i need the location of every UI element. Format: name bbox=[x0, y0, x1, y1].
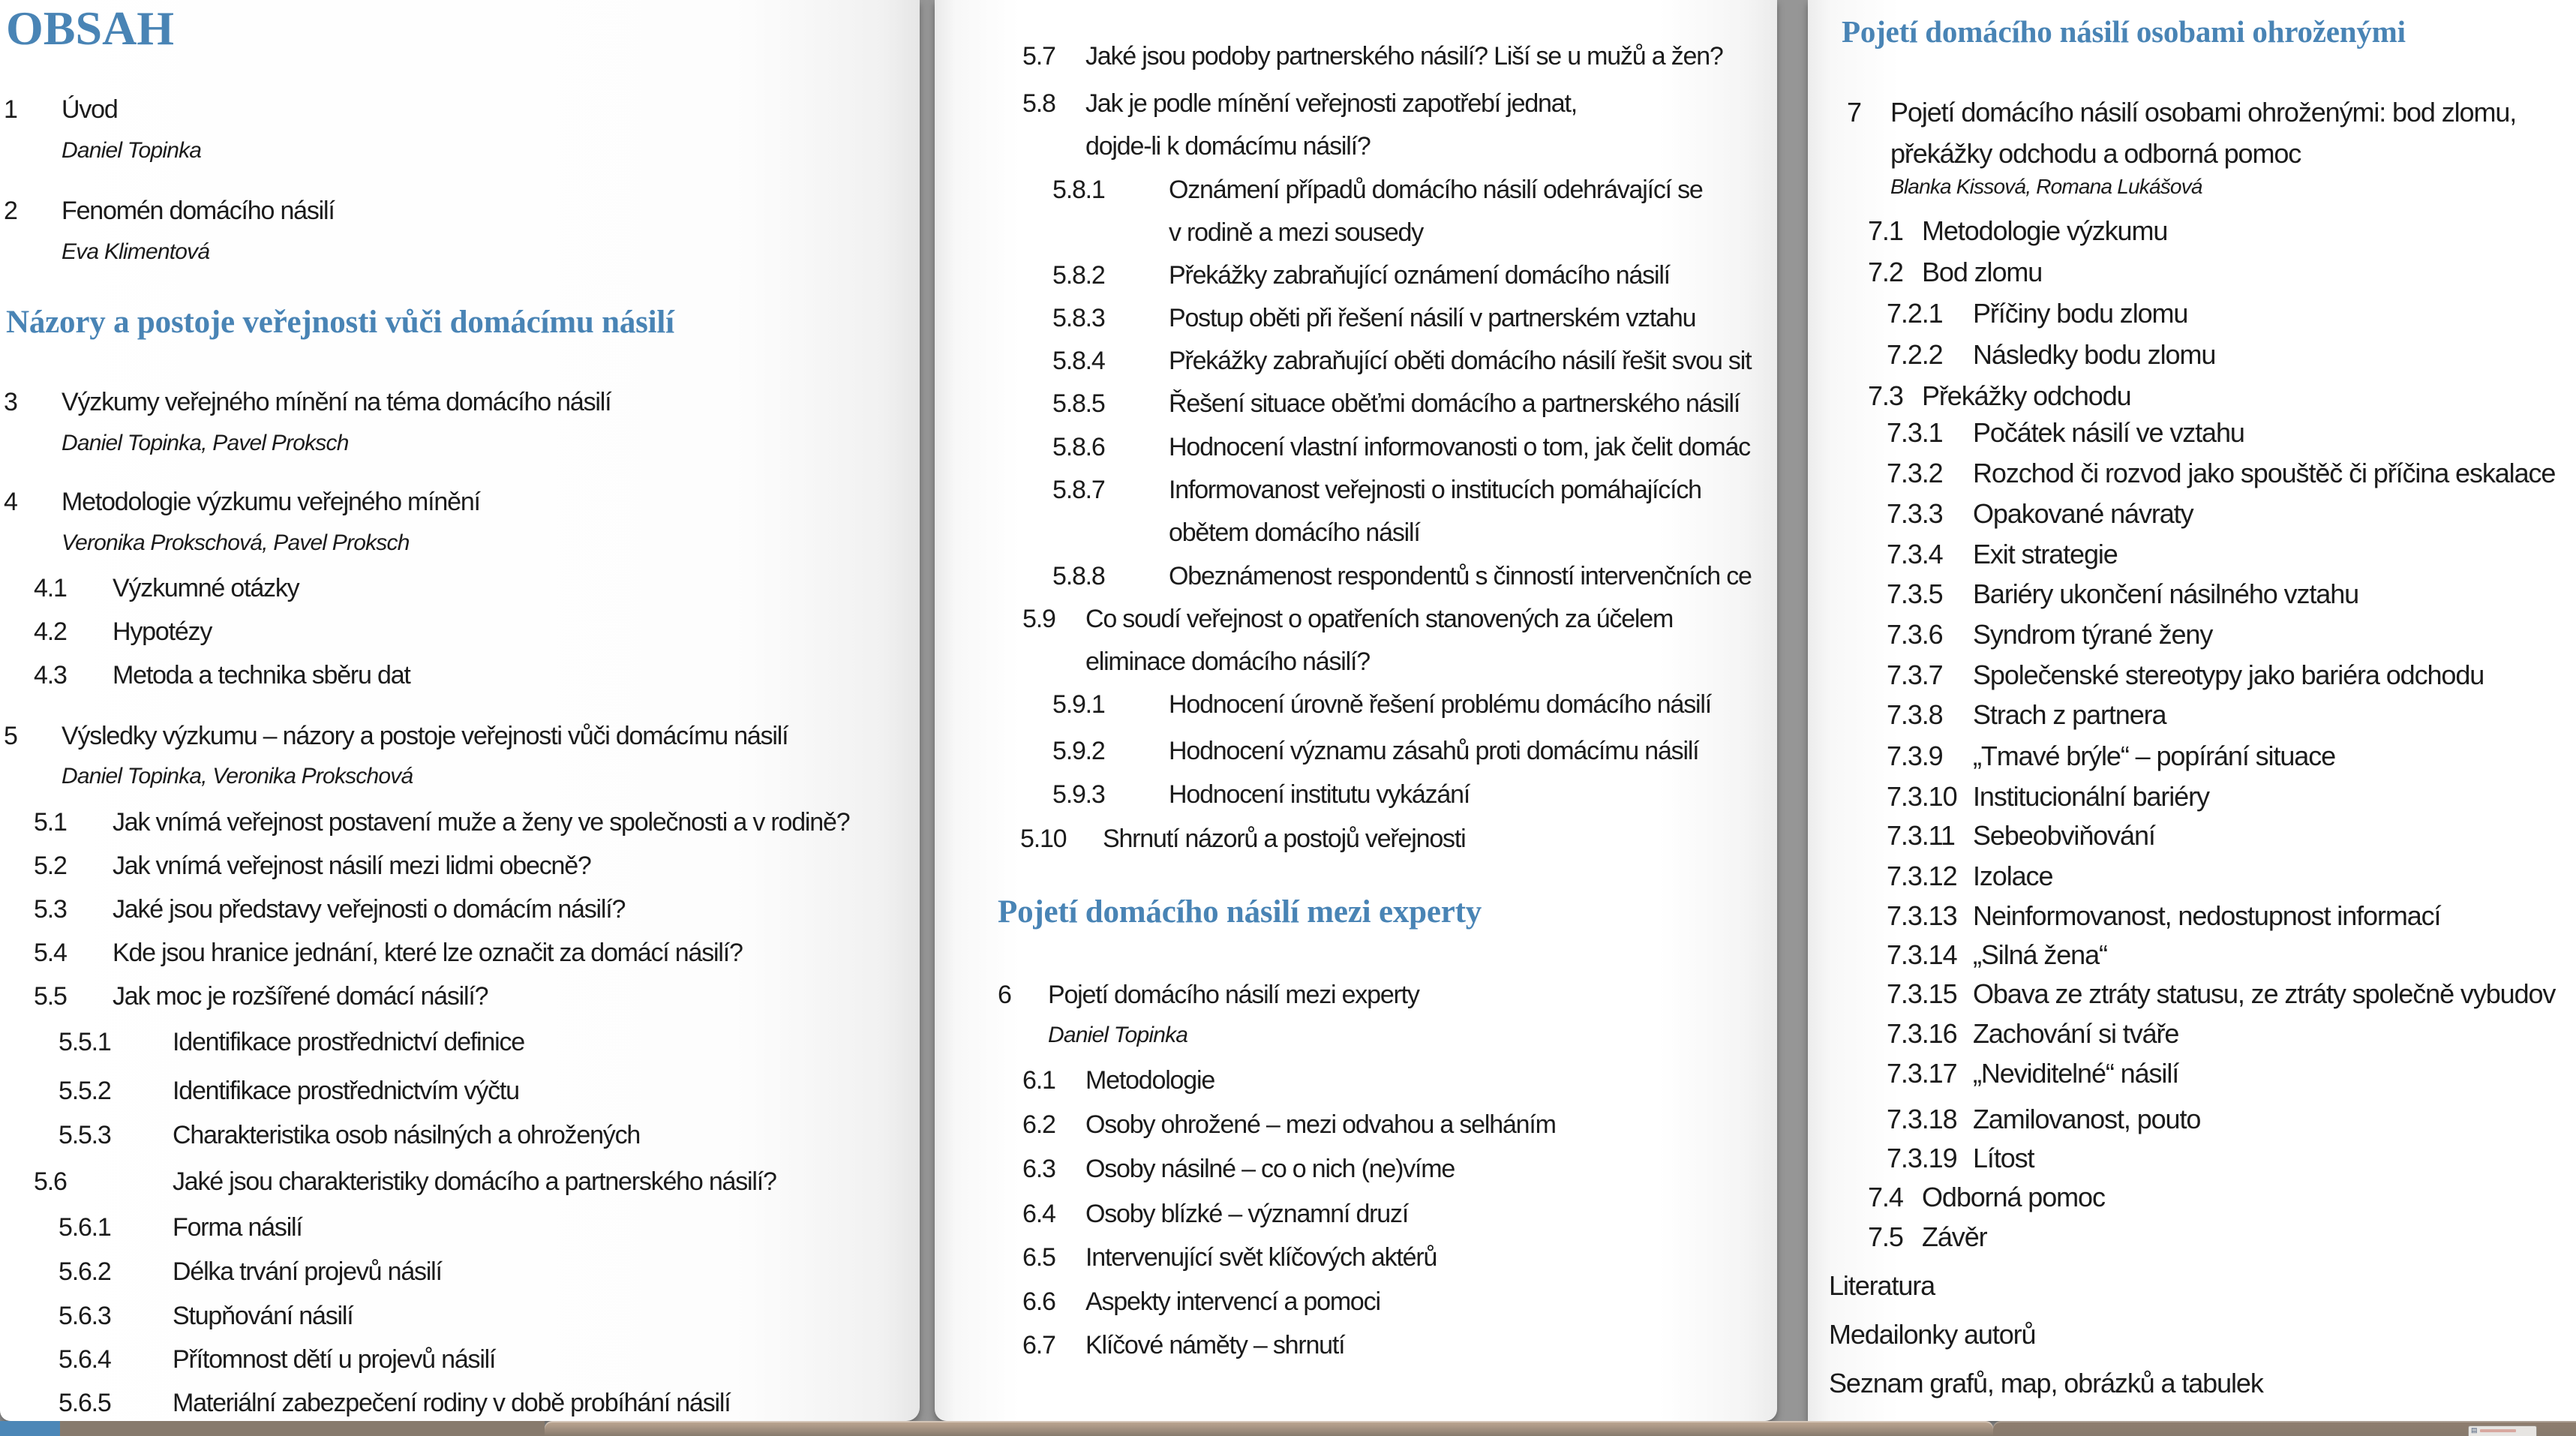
toc-entry bbox=[34, 617, 212, 647]
toc-entry-label: Výsledky výzkumu – názory a postoje veřejnosti vůči domácímu násilí bbox=[62, 722, 788, 750]
toc-entry-label: „Neviditelné“ násilí bbox=[1973, 1058, 2179, 1089]
toc-entry bbox=[1887, 497, 2193, 530]
toc-title: OBSAH bbox=[6, 2, 175, 55]
toc-entry-number: 7.1 bbox=[1868, 215, 1903, 246]
toc-entry-label: Překážky odchodu bbox=[1922, 380, 2131, 411]
toc-entry-number: 7.4 bbox=[1868, 1182, 1903, 1212]
toc-entry-continuation: eliminace domácího násilí? bbox=[1085, 647, 1370, 676]
toc-entry-label: Kde jsou hranice jednání, které lze označit za domácí násilí? bbox=[113, 939, 743, 967]
toc-entry-number: 7.3.2 bbox=[1887, 458, 1943, 488]
toc-entry-number: 5.7 bbox=[1022, 42, 1055, 71]
toc-entry-number: 7.3.9 bbox=[1887, 741, 1943, 771]
toc-entry bbox=[1022, 604, 1673, 635]
toc-entry-label: Jaké jsou charakteristiky domácího a partnerského násilí? bbox=[173, 1167, 776, 1196]
author-line: Daniel Topinka, Pavel Proksch bbox=[62, 431, 349, 455]
bottom-bar-blue-segment bbox=[0, 1421, 60, 1436]
toc-entry bbox=[34, 938, 743, 969]
toc-entry-continuation: v rodině a mezi sousedy bbox=[1169, 218, 1424, 247]
toc-entry-label: Metodologie výzkumu veřejného mínění bbox=[62, 488, 480, 516]
toc-entry-number: 3 bbox=[4, 388, 17, 416]
toc-entry bbox=[1887, 297, 2187, 329]
toc-entry bbox=[1868, 380, 2131, 412]
toc-entry-unnumbered: Medailonky autorů bbox=[1829, 1319, 2036, 1350]
toc-entry bbox=[4, 487, 480, 518]
toc-entry-number: 2 bbox=[4, 197, 17, 225]
part-heading: Pojetí domácího násilí osobami ohroženými bbox=[1842, 14, 2406, 49]
toc-entry-label: Obava ze ztráty statusu, ze ztráty společně vybudov bbox=[1973, 978, 2556, 1009]
toc-entry-label: Metodologie bbox=[1085, 1066, 1215, 1095]
toc-entry bbox=[1887, 740, 2335, 772]
toc-entry bbox=[1868, 1181, 2105, 1213]
toc-entry-label: Co soudí veřejnost o opatřeních stanovených za účelem bbox=[1085, 605, 1674, 633]
toc-entry-label: Jaké jsou podoby partnerského násilí? Liší se u mužů a žen? bbox=[1085, 42, 1723, 71]
toc-entry-label: Neinformovanost, nedostupnost informací bbox=[1973, 900, 2441, 931]
toc-entry-number: 7.2.2 bbox=[1887, 339, 1943, 370]
toc-entry-label: Stupňování násilí bbox=[173, 1302, 353, 1330]
toc-entry-label: Syndrom týrané ženy bbox=[1973, 619, 2213, 650]
bottom-bar-beige-panel bbox=[545, 1421, 1993, 1436]
toc-entry-number: 7.3.12 bbox=[1887, 861, 1957, 891]
author-line: Daniel Topinka, Veronika Prokschová bbox=[62, 764, 413, 789]
toc-entry bbox=[59, 1301, 353, 1332]
toc-entry-number: 5.4 bbox=[34, 939, 67, 967]
toc-entry bbox=[59, 1344, 495, 1375]
mini-window-preview[interactable] bbox=[2468, 1425, 2537, 1436]
mini-window-title-placeholder bbox=[2480, 1429, 2516, 1432]
toc-entry-number: 6.5 bbox=[1022, 1243, 1055, 1272]
bottom-bar bbox=[0, 1421, 2576, 1436]
toc-entry bbox=[1022, 1330, 1344, 1361]
toc-entry-label: Hodnocení institutu vykázání bbox=[1169, 780, 1470, 809]
author-line: Daniel Topinka bbox=[62, 138, 202, 163]
toc-entry-label: Postup oběti při řešení násilí v partnerském vztahu bbox=[1169, 304, 1696, 332]
toc-entry-number: 6.1 bbox=[1022, 1066, 1055, 1095]
toc-entry-number: 5.8.7 bbox=[1052, 476, 1105, 504]
toc-entry-number: 6.7 bbox=[1022, 1331, 1055, 1359]
toc-entry-number: 7.3.3 bbox=[1887, 498, 1943, 529]
toc-entry bbox=[1052, 260, 1670, 291]
toc-entry-label: Jak moc je rozšířené domácí násilí? bbox=[113, 982, 488, 1011]
toc-entry bbox=[4, 196, 335, 227]
author-line: Daniel Topinka bbox=[1048, 1023, 1188, 1047]
toc-entry-label: Aspekty intervencí a pomoci bbox=[1085, 1287, 1380, 1316]
toc-entry bbox=[59, 1027, 524, 1058]
toc-entry bbox=[34, 894, 625, 925]
toc-entry bbox=[1847, 96, 2516, 128]
toc-entry bbox=[1052, 389, 1740, 419]
toc-entry-label: Délka trvání projevů násilí bbox=[173, 1257, 442, 1286]
toc-entry-label: Bariéry ukončení násilného vztahu bbox=[1973, 578, 2359, 609]
toc-entry bbox=[34, 851, 591, 882]
toc-entry-number: 6.4 bbox=[1022, 1200, 1055, 1228]
toc-entry-number: 5.6.1 bbox=[59, 1213, 111, 1242]
toc-entry-number: 5.6 bbox=[34, 1167, 67, 1196]
author-line: Veronika Prokschová, Pavel Proksch bbox=[62, 530, 410, 555]
toc-entry-label: Klíčové náměty – shrnutí bbox=[1085, 1331, 1345, 1359]
toc-page-right bbox=[1808, 0, 2576, 1421]
part-heading: Názory a postoje veřejnosti vůči domácímu násilí bbox=[6, 305, 674, 340]
toc-entry-number: 5.8.6 bbox=[1052, 433, 1105, 461]
toc-entry-unnumbered: Literatura bbox=[1829, 1270, 1935, 1301]
toc-entry-label: Závěr bbox=[1922, 1221, 1987, 1252]
toc-entry-unnumbered: Seznam grafů, map, obrázků a tabulek bbox=[1829, 1368, 2263, 1398]
toc-entry bbox=[1022, 1199, 1408, 1230]
toc-entry bbox=[1887, 860, 2052, 892]
toc-entry-number: 7.3.7 bbox=[1887, 659, 1943, 690]
toc-entry-number: 7.3.19 bbox=[1887, 1143, 1957, 1173]
toc-entry bbox=[1887, 659, 2484, 691]
toc-entry-number: 5.9.1 bbox=[1052, 690, 1105, 719]
toc-entry-label: Materiální zabezpečení rodiny v době probíhání násilí bbox=[173, 1389, 731, 1417]
toc-entry bbox=[1868, 256, 2042, 288]
toc-entry bbox=[1887, 538, 2118, 570]
toc-entry bbox=[59, 1212, 302, 1243]
toc-entry-label: Pojetí domácího násilí mezi experty bbox=[1048, 981, 1419, 1009]
toc-entry-label: Výzkumné otázky bbox=[113, 574, 299, 602]
toc-entry-number: 5.5.3 bbox=[59, 1121, 111, 1149]
toc-entry bbox=[1887, 1142, 2034, 1174]
toc-entry bbox=[1052, 303, 1695, 334]
author-line: Blanka Kissová, Romana Lukášová bbox=[1890, 175, 2202, 198]
toc-entry-label: „Tmavé brýle“ – popírání situace bbox=[1973, 741, 2336, 771]
toc-entry-label: Následky bodu zlomu bbox=[1973, 339, 2216, 370]
toc-entry-label: Pojetí domácího násilí osobami ohroženými: bod zlomu, bbox=[1890, 97, 2517, 128]
toc-entry-label: Jak vnímá veřejnost násilí mezi lidmi obecně? bbox=[113, 852, 591, 880]
toc-entry-number: 5.9.2 bbox=[1052, 737, 1105, 765]
toc-entry-continuation: překážky odchodu a odborná pomoc bbox=[1890, 138, 2301, 169]
toc-entry-number: 7.5 bbox=[1868, 1221, 1903, 1252]
toc-entry-number: 7.3.10 bbox=[1887, 781, 1957, 812]
toc-entry-label: Sebeobviňování bbox=[1973, 820, 2155, 851]
toc-entry bbox=[1887, 1057, 2178, 1089]
toc-entry bbox=[1052, 475, 1701, 506]
toc-entry bbox=[1022, 41, 1723, 72]
toc-entry bbox=[34, 660, 410, 691]
toc-entry-number: 4 bbox=[4, 488, 17, 516]
toc-entry-number: 7.3.17 bbox=[1887, 1058, 1957, 1089]
toc-entry bbox=[34, 573, 299, 604]
toc-entry-label: Zachování si tváře bbox=[1973, 1018, 2179, 1049]
toc-entry bbox=[1887, 618, 2212, 650]
toc-entry-number: 1 bbox=[4, 95, 17, 124]
toc-entry-continuation: obětem domácího násilí bbox=[1169, 518, 1420, 547]
toc-entry-number: 5.5 bbox=[34, 982, 67, 1011]
toc-entry-number: 5.8.2 bbox=[1052, 261, 1105, 290]
toc-entry-label: Fenomén domácího násilí bbox=[62, 197, 335, 225]
toc-entry-label: Charakteristika osob násilných a ohrožených bbox=[173, 1121, 641, 1149]
toc-entry-label: Metoda a technika sběru dat bbox=[113, 661, 410, 689]
toc-entry bbox=[1887, 900, 2440, 932]
toc-entry bbox=[1887, 1017, 2178, 1050]
toc-entry-number: 6.3 bbox=[1022, 1155, 1055, 1183]
toc-entry bbox=[4, 95, 118, 125]
toc-entry bbox=[34, 807, 849, 838]
toc-entry bbox=[4, 387, 611, 418]
toc-entry bbox=[998, 980, 1419, 1011]
toc-entry-number: 5.9.3 bbox=[1052, 780, 1105, 809]
toc-entry-label: Osoby ohrožené – mezi odvahou a selháním bbox=[1085, 1110, 1556, 1139]
toc-entry bbox=[4, 721, 788, 752]
toc-entry-number: 5.9 bbox=[1022, 605, 1055, 633]
toc-entry-number: 5.8.8 bbox=[1052, 562, 1105, 590]
toc-entry-label: Opakované návraty bbox=[1973, 498, 2193, 529]
toc-entry bbox=[1022, 1154, 1455, 1185]
toc-entry-number: 5.8.4 bbox=[1052, 347, 1105, 375]
toc-entry-number: 5.6.4 bbox=[59, 1345, 111, 1374]
toc-entry-label: Přítomnost dětí u projevů násilí bbox=[173, 1345, 496, 1374]
toc-entry-label: Izolace bbox=[1973, 861, 2053, 891]
toc-entry-label: Hodnocení vlastní informovanosti o tom, jak čelit domác bbox=[1169, 433, 1750, 461]
toc-entry-label: Jak je podle mínění veřejnosti zapotřebí jednat, bbox=[1085, 89, 1577, 118]
toc-entry bbox=[1052, 689, 1711, 720]
toc-entry bbox=[1052, 561, 1752, 592]
toc-entry-label: Výzkumy veřejného mínění na téma domácího násilí bbox=[62, 388, 611, 416]
toc-entry-label: Bod zlomu bbox=[1922, 257, 2043, 287]
toc-entry bbox=[1887, 1103, 2200, 1135]
toc-page-left bbox=[0, 0, 920, 1421]
toc-entry-number: 5.8 bbox=[1022, 89, 1055, 118]
toc-entry-number: 7.3.11 bbox=[1887, 820, 1955, 851]
toc-entry-label: „Silná žena“ bbox=[1973, 939, 2107, 970]
toc-entry-label: Jaké jsou představy veřejnosti o domácím násilí? bbox=[113, 895, 626, 924]
toc-entry bbox=[1052, 432, 1750, 463]
toc-entry-number: 4.3 bbox=[34, 661, 67, 689]
toc-entry-label: Hypotézy bbox=[113, 617, 212, 646]
toc-entry-label: Forma násilí bbox=[173, 1213, 302, 1242]
toc-entry-number: 7.3.8 bbox=[1887, 699, 1943, 730]
toc-entry bbox=[1052, 175, 1703, 206]
toc-entry-label: Zamilovanost, pouto bbox=[1973, 1104, 2201, 1134]
toc-entry bbox=[59, 1076, 519, 1107]
toc-entry bbox=[59, 1388, 730, 1419]
toc-entry-number: 7.3 bbox=[1868, 380, 1903, 411]
toc-entry-number: 7 bbox=[1847, 97, 1861, 128]
toc-entry bbox=[1887, 416, 2244, 449]
toc-entry-number: 4.1 bbox=[34, 574, 67, 602]
toc-entry bbox=[1020, 824, 1465, 855]
toc-entry-number: 5 bbox=[4, 722, 17, 750]
toc-entry-label: Shrnutí názorů a postojů veřejnosti bbox=[1103, 825, 1466, 853]
toc-entry-label: Exit strategie bbox=[1973, 539, 2118, 569]
toc-entry bbox=[1887, 338, 2215, 371]
toc-entry-label: Překážky zabraňující oběti domácího násilí řešit svou sit bbox=[1169, 347, 1752, 375]
toc-entry bbox=[1868, 215, 2167, 247]
toc-entry bbox=[1868, 1221, 1987, 1253]
toc-entry bbox=[1052, 736, 1698, 767]
toc-entry-label: Překážky zabraňující oznámení domácího násilí bbox=[1169, 261, 1670, 290]
toc-entry-label: Intervenující svět klíčových aktérů bbox=[1085, 1243, 1437, 1272]
toc-entry-number: 5.10 bbox=[1020, 825, 1067, 853]
toc-entry-continuation: dojde-li k domácímu násilí? bbox=[1085, 132, 1371, 161]
toc-entry-label: Hodnocení úrovně řešení problému domácího násilí bbox=[1169, 690, 1711, 719]
toc-page-middle bbox=[935, 0, 1777, 1421]
toc-entry-label: Lítost bbox=[1973, 1143, 2034, 1173]
toc-entry-number: 7.3.13 bbox=[1887, 900, 1957, 931]
toc-entry-number: 5.1 bbox=[34, 808, 67, 837]
part-heading: Pojetí domácího násilí mezi experty bbox=[998, 894, 1482, 930]
toc-entry bbox=[1022, 89, 1577, 119]
toc-entry-number: 7.3.14 bbox=[1887, 939, 1957, 970]
toc-entry-label: Úvod bbox=[62, 95, 118, 124]
toc-entry-label: Osoby násilné – co o nich (ne)víme bbox=[1085, 1155, 1455, 1183]
toc-entry-number: 7.3.5 bbox=[1887, 578, 1943, 609]
toc-entry-number: 5.8.5 bbox=[1052, 389, 1105, 418]
toc-entry bbox=[59, 1257, 442, 1287]
toc-entry-number: 7.3.15 bbox=[1887, 978, 1957, 1009]
toc-entry bbox=[59, 1120, 640, 1151]
toc-entry-number: 6 bbox=[998, 981, 1011, 1009]
toc-entry-label: Identifikace prostřednictví definice bbox=[173, 1028, 524, 1056]
toc-entry-number: 5.8.1 bbox=[1052, 176, 1105, 204]
toc-entry bbox=[1887, 780, 2209, 813]
bottom-bar-taupe-segment bbox=[60, 1421, 545, 1436]
toc-entry-number: 5.6.3 bbox=[59, 1302, 111, 1330]
toc-entry-label: Strach z partnera bbox=[1973, 699, 2166, 730]
toc-entry-number: 7.3.16 bbox=[1887, 1018, 1957, 1049]
toc-entry bbox=[1052, 346, 1751, 377]
toc-entry bbox=[1022, 1110, 1556, 1140]
toc-entry-label: Metodologie výzkumu bbox=[1922, 215, 2168, 246]
toc-entry-number: 7.3.1 bbox=[1887, 417, 1943, 448]
toc-entry-number: 7.3.4 bbox=[1887, 539, 1943, 569]
toc-entry-number: 7.3.18 bbox=[1887, 1104, 1957, 1134]
toc-entry-number: 4.2 bbox=[34, 617, 67, 646]
toc-entry-label: Odborná pomoc bbox=[1922, 1182, 2105, 1212]
toc-entry bbox=[1887, 978, 2555, 1010]
toc-entry-number: 6.2 bbox=[1022, 1110, 1055, 1139]
toc-entry-number: 5.5.2 bbox=[59, 1077, 111, 1105]
document-icon: ▤ bbox=[2471, 1426, 2478, 1434]
toc-entry bbox=[1052, 780, 1470, 810]
toc-entry-number: 5.8.3 bbox=[1052, 304, 1105, 332]
toc-entry bbox=[1887, 939, 2107, 971]
toc-entry bbox=[1022, 1287, 1380, 1317]
toc-entry-number: 7.2.1 bbox=[1887, 298, 1943, 329]
toc-entry-label: Oznámení případů domácího násilí odehrávající se bbox=[1169, 176, 1703, 204]
toc-entry bbox=[34, 1167, 776, 1197]
toc-entry-label: Institucionální bariéry bbox=[1973, 781, 2209, 812]
toc-entry bbox=[1887, 578, 2358, 610]
toc-entry bbox=[1887, 819, 2155, 852]
toc-entry-number: 7.3.6 bbox=[1887, 619, 1943, 650]
author-line: Eva Klimentová bbox=[62, 239, 210, 264]
toc-entry-label: Identifikace prostřednictvím výčtu bbox=[173, 1077, 519, 1105]
toc-entry-label: Obeznámenost respondentů s činností intervenčních ce bbox=[1169, 562, 1752, 590]
toc-entry-label: Počátek násilí ve vztahu bbox=[1973, 417, 2244, 448]
toc-entry bbox=[1022, 1065, 1214, 1096]
toc-entry bbox=[1887, 457, 2555, 489]
toc-entry-number: 5.3 bbox=[34, 895, 67, 924]
toc-entry-number: 5.6.2 bbox=[59, 1257, 111, 1286]
toc-entry-number: 7.2 bbox=[1868, 257, 1903, 287]
toc-entry-number: 5.6.5 bbox=[59, 1389, 111, 1417]
toc-entry-number: 5.2 bbox=[34, 852, 67, 880]
toc-entry bbox=[1022, 1242, 1437, 1273]
toc-entry-label: Informovanost veřejnosti o institucích pomáhajících bbox=[1169, 476, 1701, 504]
toc-entry-number: 5.5.1 bbox=[59, 1028, 111, 1056]
toc-entry-label: Osoby blízké – významní druzí bbox=[1085, 1200, 1409, 1228]
toc-entry-label: Rozchod či rozvod jako spouštěč či příčina eskalace bbox=[1973, 458, 2556, 488]
toc-entry-number: 6.6 bbox=[1022, 1287, 1055, 1316]
toc-entry-label: Jak vnímá veřejnost postavení muže a ženy ve společnosti a v rodině? bbox=[113, 808, 850, 837]
toc-entry-label: Hodnocení významu zásahů proti domácímu násilí bbox=[1169, 737, 1699, 765]
toc-entry bbox=[1887, 698, 2166, 731]
toc-entry-label: Příčiny bodu zlomu bbox=[1973, 298, 2188, 329]
toc-entry bbox=[34, 981, 488, 1012]
toc-entry-label: Společenské stereotypy jako bariéra odchodu bbox=[1973, 659, 2484, 690]
toc-entry-label: Řešení situace oběťmi domácího a partnerského násilí bbox=[1169, 389, 1740, 418]
